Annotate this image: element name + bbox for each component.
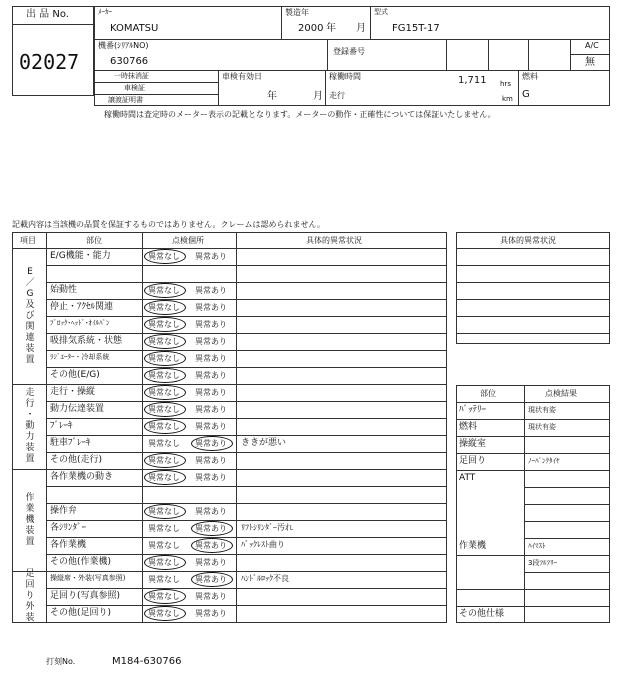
ac-label: A/C <box>585 41 599 50</box>
fuel-label: 燃料 <box>522 72 538 81</box>
row-part: その他(足回り) <box>50 608 112 618</box>
row-part: ﾗｼﾞｴｰﾀｰ・冷却系統 <box>50 353 110 361</box>
spec-result: 現状有姿 <box>528 423 556 431</box>
status-abnormal: 異常あり <box>195 456 227 465</box>
group-label-char: G <box>26 288 34 299</box>
group-label-char: E <box>27 266 33 277</box>
group-label-char: 足 <box>25 569 35 579</box>
status-abnormal: 異常あり <box>195 541 227 550</box>
mileage-label: 走行 <box>329 91 345 100</box>
lot-number-label: 出 品 No. <box>26 9 69 20</box>
manufacture-year: 2000 <box>298 23 324 34</box>
status-abnormal: 異常あり <box>195 473 227 482</box>
hrs-unit: hrs <box>500 80 511 88</box>
row-abnormality-note: ﾊﾝﾄﾞﾙﾛｯｸ不良 <box>241 574 289 583</box>
header-part: 部位 <box>86 236 102 245</box>
serial-value: 630766 <box>110 56 149 67</box>
row-part: 駐車ﾌﾞﾚｰｷ <box>50 438 91 448</box>
group-label <box>24 388 36 465</box>
header-check-point: 点検個所 <box>172 236 204 245</box>
spec-part: ﾊﾞｯﾃﾘｰ <box>459 405 487 415</box>
status-abnormal: 異常あり <box>195 303 227 312</box>
status-normal: 異常なし <box>148 558 180 567</box>
status-abnormal: 異常あり <box>195 354 227 363</box>
status-normal: 異常なし <box>148 388 180 397</box>
spec-part: 操縦室 <box>459 439 487 449</box>
status-normal: 異常なし <box>148 354 180 363</box>
status-abnormal: 異常あり <box>195 439 227 448</box>
spec-header-part: 部位 <box>480 389 496 398</box>
row-part: 各ｼﾘﾝﾀﾞｰ <box>50 523 87 533</box>
status-abnormal: 異常あり <box>195 524 227 533</box>
registration-label: 登録番号 <box>333 47 365 56</box>
header-abnormality-detail: 具体的異常状況 <box>306 236 362 245</box>
inspection-expiry-label: 車検有効日 <box>222 72 262 81</box>
selected-status-circle <box>144 351 186 366</box>
spec-header-result: 点検結果 <box>545 389 577 398</box>
status-abnormal: 異常あり <box>195 507 227 516</box>
manufacture-year-label: 製造年 <box>285 8 309 17</box>
group-label-char: 置 <box>25 536 35 547</box>
status-normal: 異常なし <box>148 405 180 414</box>
group-label-char: 行 <box>25 399 35 409</box>
spec-part: 燃料 <box>459 422 478 432</box>
model-label: 型式 <box>374 8 388 16</box>
group-label-char: 回 <box>25 580 35 590</box>
status-abnormal: 異常あり <box>195 320 227 329</box>
row-part: その他(走行) <box>50 455 103 465</box>
selected-status-circle <box>144 283 186 298</box>
spec-part: ATT <box>459 473 476 483</box>
status-normal: 異常なし <box>148 541 180 550</box>
status-normal: 異常なし <box>148 371 180 380</box>
maker-label: ﾒｰｶｰ <box>98 8 112 16</box>
group-label-char: 装 <box>25 525 35 536</box>
row-part: その他(作業機) <box>50 557 112 567</box>
header-item: 項目 <box>20 236 36 245</box>
row-part: その他(E/G) <box>50 370 100 380</box>
selected-status-circle <box>144 555 186 570</box>
status-normal: 異常なし <box>148 592 180 601</box>
group-label-char: 外 <box>25 602 35 612</box>
row-part: ﾌﾞﾛｯｸ･ﾍｯﾄﾞ･ｵｲﾙﾊﾟﾝ <box>50 319 110 327</box>
status-normal: 異常なし <box>148 303 180 312</box>
selected-status-circle <box>144 504 186 519</box>
status-normal: 異常なし <box>148 422 180 431</box>
abnormality-detail-title: 具体的異常状況 <box>500 236 556 245</box>
spec-result: 3段ﾌﾙﾌﾘｰ <box>528 559 557 567</box>
group-label-char: 力 <box>25 432 35 442</box>
inspection-cert-label: 車検証 <box>124 84 145 92</box>
selected-status-circle <box>144 453 186 468</box>
group-label-char: 装 <box>25 613 35 623</box>
group-label <box>24 493 36 548</box>
spec-result: 現状有姿 <box>528 406 556 414</box>
month-unit: 月 <box>356 23 366 34</box>
row-part: 停止・ｱｸｾﾙ関連 <box>50 302 114 312</box>
row-part: 吸排気系統・状態 <box>50 336 123 346</box>
ac-value: 無 <box>585 57 595 68</box>
stamp-number: M184-630766 <box>112 656 182 667</box>
vehicle-info-box <box>94 6 610 106</box>
spec-result: ﾊｲﾏｽﾄ <box>528 542 546 550</box>
row-part: 動力伝達装置 <box>50 404 105 414</box>
operating-hours-note: 稼働時間は査定時のメーター表示の記載となります。メーターの動作・正確性については保証いたしません。 <box>104 110 496 119</box>
group-label-char: 置 <box>25 454 35 464</box>
status-abnormal: 異常あり <box>195 337 227 346</box>
selected-status-circle <box>144 249 186 264</box>
selected-status-circle <box>144 368 186 383</box>
spec-part: 足回り <box>459 456 487 466</box>
status-normal: 異常なし <box>148 439 180 448</box>
selected-status-circle <box>144 470 186 485</box>
status-abnormal: 異常あり <box>195 558 227 567</box>
status-normal: 異常なし <box>148 252 180 261</box>
group-label-char: 作 <box>25 492 35 503</box>
row-abnormality-note: ﾘﾌﾄｼﾘﾝﾀﾞｰ汚れ <box>241 523 293 532</box>
row-part: 各作業機 <box>50 540 87 550</box>
row-part: 始動性 <box>50 285 78 295</box>
group-label-char: 関 <box>25 321 35 332</box>
group-label-char: 走 <box>25 388 35 398</box>
model-value: FG15T-17 <box>392 23 440 34</box>
spec-part: その他仕様 <box>459 609 505 619</box>
status-normal: 異常なし <box>148 286 180 295</box>
status-normal: 異常なし <box>148 456 180 465</box>
status-abnormal: 異常あり <box>195 575 227 584</box>
selected-status-circle <box>144 606 186 621</box>
spec-part: 作業機 <box>459 541 487 551</box>
group-label-char: 装 <box>25 343 35 354</box>
selected-status-circle <box>144 385 186 400</box>
status-abnormal: 異常あり <box>195 286 227 295</box>
selected-status-circle <box>191 436 233 451</box>
group-label-char: 機 <box>25 514 35 525</box>
row-abnormality-note: ききが悪い <box>241 438 287 448</box>
group-label-char: 装 <box>25 443 35 453</box>
group-label <box>24 569 36 624</box>
row-part: 走行・操縦 <box>50 387 96 397</box>
group-label-char: 置 <box>25 354 35 365</box>
stamp-number-label: 打刻No. <box>46 657 76 666</box>
selected-status-circle <box>144 317 186 332</box>
group-label <box>24 267 36 366</box>
status-abnormal: 異常あり <box>195 592 227 601</box>
status-abnormal: 異常あり <box>195 371 227 380</box>
selected-status-circle <box>144 589 186 604</box>
group-label-char: ／ <box>25 277 35 288</box>
status-normal: 異常なし <box>148 609 180 618</box>
status-normal: 異常なし <box>148 575 180 584</box>
selected-status-circle <box>191 572 233 587</box>
status-normal: 異常なし <box>148 473 180 482</box>
km-unit: km <box>502 95 513 103</box>
operating-hours-value: 1,711 <box>458 75 487 86</box>
status-normal: 異常なし <box>148 524 180 533</box>
group-label-char: 連 <box>25 332 35 343</box>
fuel-value: G <box>522 89 530 100</box>
group-label-char: 動 <box>25 421 35 431</box>
row-abnormality-note: ﾊﾞｯｸﾚｽﾄ曲り <box>241 540 285 549</box>
row-part: 操作弁 <box>50 506 78 516</box>
group-label-char: び <box>25 310 35 321</box>
status-abnormal: 異常あり <box>195 388 227 397</box>
selected-status-circle <box>144 402 186 417</box>
spec-result: ﾉｰﾊﾟﾝｸﾀｲﾔ <box>528 457 560 465</box>
group-label-char: 業 <box>25 503 35 514</box>
operating-hours-label: 稼働時間 <box>329 72 361 81</box>
status-abnormal: 異常あり <box>195 422 227 431</box>
group-label-char: ・ <box>25 410 35 420</box>
inspection-expiry-month-unit: 月 <box>313 91 323 102</box>
selected-status-circle <box>191 538 233 553</box>
year-unit: 年 <box>326 23 336 34</box>
row-part: 操縦席・外装(写真参照) <box>50 574 126 582</box>
group-label-char: り <box>25 591 35 601</box>
status-abnormal: 異常あり <box>195 252 227 261</box>
maker-value: KOMATSU <box>110 23 159 34</box>
status-abnormal: 異常あり <box>195 609 227 618</box>
status-normal: 異常なし <box>148 337 180 346</box>
selected-status-circle <box>191 521 233 536</box>
inspection-expiry-year-unit: 年 <box>267 91 277 102</box>
selected-status-circle <box>144 300 186 315</box>
transfer-cert-label: 譲渡証明書 <box>108 96 143 104</box>
selected-status-circle <box>144 419 186 434</box>
status-normal: 異常なし <box>148 320 180 329</box>
status-normal: 異常なし <box>148 507 180 516</box>
row-part: E/G機能・能力 <box>50 251 111 261</box>
row-part: ﾌﾞﾚｰｷ <box>50 421 73 431</box>
disclaimer: 記載内容は当該機の品質を保証するものではありません。クレームは認められません。 <box>12 220 325 229</box>
status-abnormal: 異常あり <box>195 405 227 414</box>
selected-status-circle <box>144 334 186 349</box>
row-part: 各作業機の動き <box>50 472 114 482</box>
row-part: 足回り(写真参照) <box>50 591 121 601</box>
group-label-char: 及 <box>25 299 35 310</box>
serial-label: 機番(ｼﾘｱﾙNO) <box>98 41 149 50</box>
temporary-deregistration-label: 一時抹消証 <box>114 72 149 80</box>
lot-number: 02027 <box>19 50 80 74</box>
